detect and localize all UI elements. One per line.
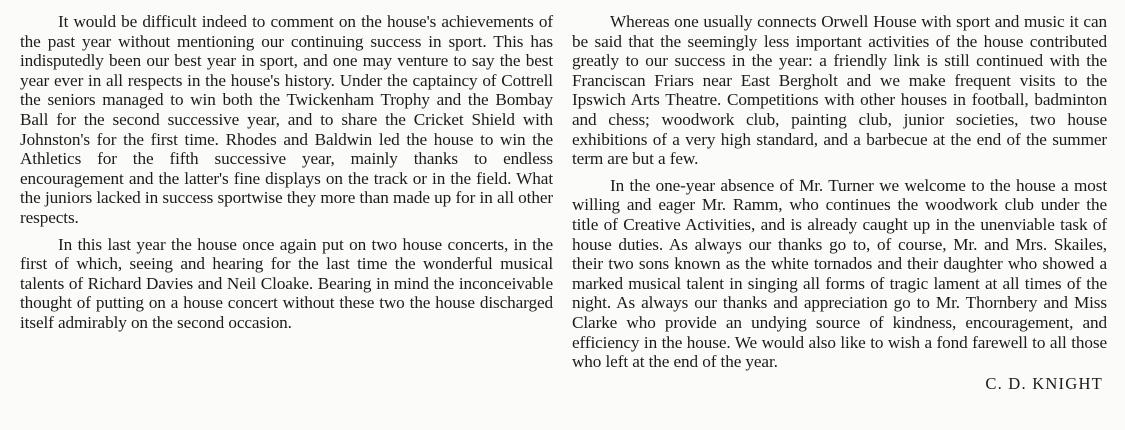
right-paragraph-2: In the one-year absence of Mr. Turner we welcome to the house a most willing and eager Mr. Ramm, who continues the woodwork club under the title of Creative Activities, and is already caught up in the unenviable task of house duties. As always our thanks go to, of course, Mr. and Mrs. Skailes, their two sons known as the white tornados and their daughter who showed a marked musical talent in singing all forms of tragic lament at all times of the night. As always our thanks and appreciation go to Mr. Thornbery and Miss Clarke who provide an undying source of kindness, encouragement, and efficiency in the house. We would also like to wish a fond farewell to all those who left at the end of the year. (572, 175, 1107, 372)
left-column (20, 12, 553, 333)
left-paragraph-2: In this last year the house once again put on two house concerts, in the first of which, seeing and hearing for the last time the wonderful musical talents of Richard Davies and Neil Cloake. Bearing in mind the inconceivable thought of putting on a house concert without these two the house discharged itself admirably on the second occasion. (20, 234, 553, 332)
right-column (572, 12, 1107, 393)
right-paragraph-1: Whereas one usually connects Orwell House with sport and music it can be said that the seemingly less important activities of the house contributed greatly to our success in the year: a friendly link is still continued with the Franciscan Friars near East Bergholt and we make frequent visits to the Ipswich Arts Theatre. Competitions with other houses in football, badminton and chess; woodwork club, painting club, junior societies, two house exhibitions of a very high standard, and a barbecue at the end of the summer term are but a few. (572, 12, 1107, 169)
left-paragraph-1: It would be difficult indeed to comment on the house's achievements of the past year without mentioning our continuing success in sport. This has indisputedly been our best year in sport, and one may venture to say the best year ever in all respects in the house's history. Under the captaincy of Cottrell the seniors managed to win both the Twickenham Trophy and the Bombay Ball for the second successive year, and to share the Cricket Shield with Johnston's for the first time. Rhodes and Baldwin led the house to win the Athletics for the fifth successive year, mainly thanks to endless encouragement and the latter's fine displays on the track or in the field. What the juniors lacked in success sportwise they more than made up for in all other respects. (20, 12, 553, 227)
author-signature: C. D. KNIGHT (985, 373, 1103, 393)
